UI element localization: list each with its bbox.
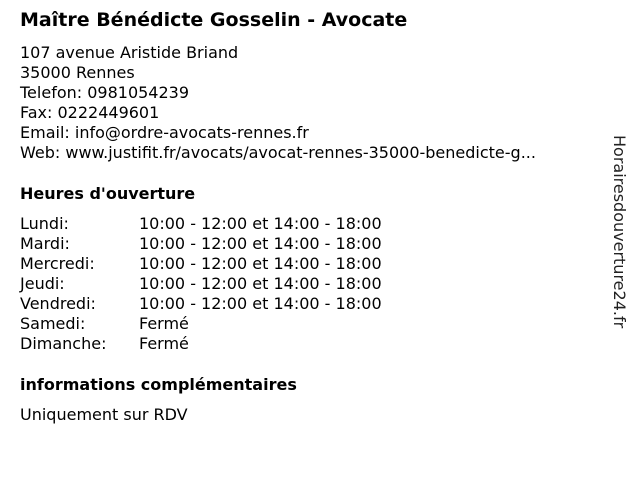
hours-value: 10:00 - 12:00 et 14:00 - 18:00 <box>139 274 382 293</box>
hours-row <box>20 234 382 254</box>
day-label: Vendredi: <box>20 294 96 313</box>
hours-value: Fermé <box>139 334 189 353</box>
fax-line: Fax: 0222449601 <box>20 103 160 122</box>
hours-row <box>20 334 382 354</box>
website-line: Web: www.justifit.fr/avocats/avocat-rennes-35000-benedicte-g... <box>20 143 536 162</box>
info-note: Uniquement sur RDV <box>20 405 188 424</box>
hours-value: 10:00 - 12:00 et 14:00 - 18:00 <box>139 214 382 233</box>
day-label: Mercredi: <box>20 254 95 273</box>
hours-row <box>20 294 382 314</box>
address-line-2: 35000 Rennes <box>20 63 135 82</box>
hours-value: 10:00 - 12:00 et 14:00 - 18:00 <box>139 254 382 273</box>
hours-row <box>20 214 382 234</box>
contact-block <box>20 43 536 163</box>
site-watermark: Horairesdouverture24.fr <box>610 135 629 329</box>
day-label: Dimanche: <box>20 334 107 353</box>
hours-value: 10:00 - 12:00 et 14:00 - 18:00 <box>139 294 382 313</box>
day-label: Mardi: <box>20 234 70 253</box>
page-title: Maître Bénédicte Gosselin - Avocate <box>20 9 408 31</box>
hours-row <box>20 314 382 334</box>
hours-row <box>20 274 382 294</box>
email-line: Email: info@ordre-avocats-rennes.fr <box>20 123 309 142</box>
hours-value: 10:00 - 12:00 et 14:00 - 18:00 <box>139 234 382 253</box>
info-heading: informations complémentaires <box>20 375 297 394</box>
day-label: Lundi: <box>20 214 69 233</box>
hours-table <box>20 214 382 354</box>
hours-row <box>20 254 382 274</box>
hours-value: Fermé <box>139 314 189 333</box>
hours-heading: Heures d'ouverture <box>20 184 196 203</box>
day-label: Jeudi: <box>20 274 65 293</box>
phone-line: Telefon: 0981054239 <box>20 83 190 102</box>
address-line-1: 107 avenue Aristide Briand <box>20 43 239 62</box>
day-label: Samedi: <box>20 314 86 333</box>
